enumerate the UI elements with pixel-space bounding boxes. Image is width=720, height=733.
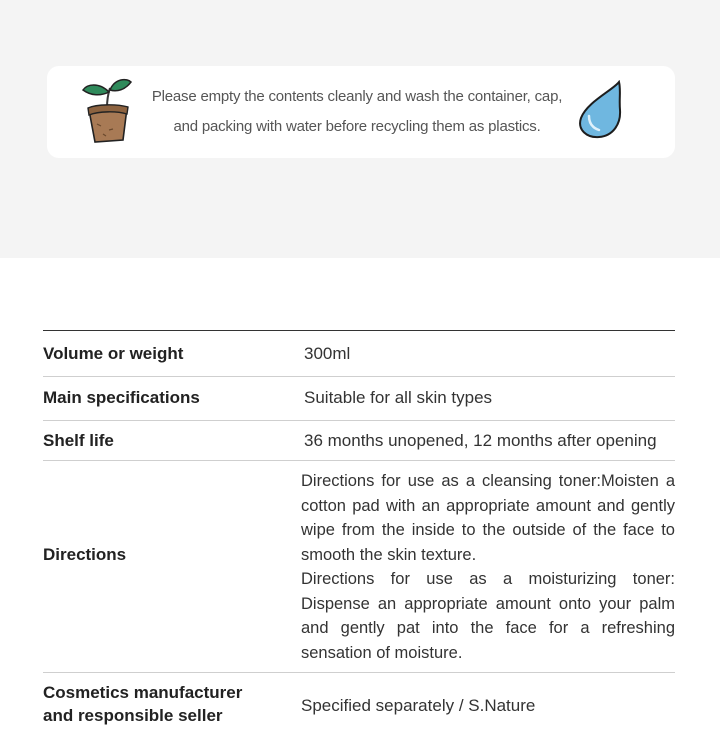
recycling-notice-card	[47, 66, 675, 158]
spec-label: Volume or weight	[43, 344, 184, 363]
spec-row-volume	[43, 331, 675, 377]
spec-label: Main specifications	[43, 388, 200, 407]
spec-value: Suitable for all skin types	[304, 388, 493, 407]
directions-moisturizing: Directions for use as a moisturizing toner: Dispense an appropriate amount onto your palm and gently pat into the face for a refreshing sensation of moisture.	[301, 570, 675, 662]
spec-row-shelf-life	[43, 421, 675, 461]
spec-label: Directions	[43, 545, 127, 564]
spec-label: Cosmetics manufacturer and responsible seller	[43, 683, 243, 725]
plant-pot-icon	[79, 74, 135, 146]
notice-text-line-2: and packing with water before recycling them as plastics.	[173, 118, 541, 135]
directions-text	[301, 469, 675, 665]
product-spec-table	[43, 330, 675, 733]
directions-cleansing: Directions for use as a cleansing toner:Moisten a cotton pad with an appropriate amount and gently wipe from the inside to the outside of the face to smooth the skin texture.	[301, 472, 675, 564]
spec-value: Specified separately / S.Nature	[301, 696, 536, 715]
water-drop-icon	[575, 80, 627, 140]
spec-label: Shelf life	[43, 431, 114, 450]
spec-row-manufacturer	[43, 673, 675, 733]
notice-text-line-1: Please empty the contents cleanly and wash the container, cap,	[151, 88, 563, 105]
spec-value: 300ml	[304, 344, 351, 363]
spec-row-main-specifications	[43, 377, 675, 421]
spec-value: 36 months unopened, 12 months after opening	[304, 431, 657, 450]
spec-row-directions	[43, 461, 675, 673]
